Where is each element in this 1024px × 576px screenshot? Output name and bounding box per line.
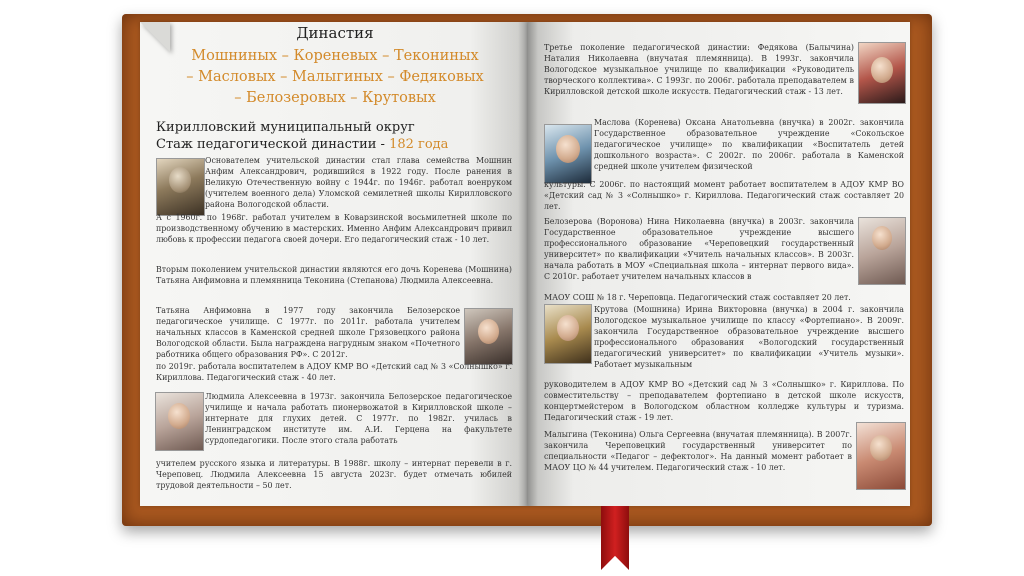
text-lyudmila: Людмила Алексеевна в 1973г. закончила Белозерское педагогическое училище и начала работать пионервожатой в Кирилловской школе – интернате для глухих детей. С 1977г. по 1982г. училась в Ленинградском институте им. А.И. Герцена на факультете сурдопедагогики. После этого стала работать <box>205 392 512 445</box>
text-irina-cont: руководителем в АДОУ КМР ВО «Детский сад № 3 «Солнышко» г. Кириллова. По совместительству – преподавателем фортепиано в детской школе искусств, концертмейстером в Вологодском областном колледже культуры и туризма. Педагогический стаж - 19 лет. <box>544 380 904 422</box>
text-founder: Основателем учительской династии стал глава семейства Мошнин Анфим Александрович, родившийся в 1922 году. После ранения в Великую Отечественную войну с 1944г. по 1946г. работал военруком (учителем военного дела) Уломской семилетней школы Кирилловского района Вологодской области. <box>205 156 512 209</box>
text-oksana: Маслова (Коренева) Оксана Анатольевна (внучка) в 2002г. закончила Государственное образовательное учреждение «Сокольское педагогическое училище» по квалификации «Воспитатель детей дошкольного возраста». С 2002г. по 2006г. работала в Каменской средней школе учителем физической <box>594 118 904 171</box>
families-line-2: – Масловых – Малыгиных – Федяковых <box>186 69 484 85</box>
experience-value: 182 года <box>389 137 449 152</box>
bookmark-ribbon <box>601 506 629 570</box>
families-line-3: – Белозеровых – Крутовых <box>234 90 436 106</box>
page-title: Династия <box>296 24 374 42</box>
photo-lyudmila <box>155 392 204 451</box>
families-line-1: Мошниных – Кореневых – Текониных <box>191 48 479 64</box>
book-spine <box>518 22 538 506</box>
dynasty-experience <box>156 137 448 152</box>
photo-irina <box>544 304 592 364</box>
text-second-generation: Вторым поколением учительской династии являются его дочь Коренева (Мошнина) Татьяна Анфимовна и племянница Теконина (Степанова) Людмила Алексеевна. <box>156 265 512 285</box>
photo-founder <box>156 158 205 216</box>
text-irina: Крутова (Мошнина) Ирина Викторовна (внучка) в 2004 г. закончила Вологодское музыкальное училище по классу «Фортепиано». В 2009г. закончила Государственное образовательное учреждение высшего профессионального образования «Вологодский государственный педагогический университет» по квалификации «Учитель музыки». Работает музыкальным <box>594 305 904 369</box>
experience-label: Стаж педагогической династии - <box>156 137 390 152</box>
text-nina-cont: МАОУ СОШ № 18 г. Череповца. Педагогический стаж составляет 20 лет. <box>544 293 851 302</box>
photo-nina <box>858 217 906 285</box>
text-olga: Малыгина (Теконина) Ольга Сергеевна (внучатая племянница). В 2007г. закончила Череповецкий государственный университет по специальности «Педагог – дефектолог». На данный момент работает в МАОУ ЦО № 44 учителем. Педагогический стаж - 10 лет. <box>544 430 852 472</box>
photo-oksana <box>544 124 592 184</box>
text-oksana-cont: культуры. С 2006г. по настоящий момент работает воспитателем в АДОУ КМР ВО «Детский сад № 3 «Солнышко» г. Кириллова. Педагогический стаж составляет 20 лет. <box>544 180 904 211</box>
text-founder-cont: А с 1960г. по 1968г. работал учителем в Коварзинской восьмилетней школе по производственному обучению в мастерских. Именно Анфим Александрович привил любовь к профессии педагога своей дочери. Его педагогический стаж - 10 лет. <box>156 213 512 244</box>
photo-natalia <box>858 42 906 104</box>
photo-olga <box>856 422 906 490</box>
text-tatyana-cont: по 2019г. работала воспитателем в АДОУ КМР ВО «Детский сад № 3 «Солнышко» г. Кириллова. Педагогический стаж - 40 лет. <box>156 362 512 382</box>
photo-tatyana <box>464 308 513 365</box>
text-tatyana: Татьяна Анфимовна в 1977 году закончила Белозерское педагогическое училище. С 1977г. по 2011г. работала учителем начальных классов в Каменской средней школе Грязовецкого района Вологодской области. Была награждена нагрудным знаком «Почетного работника общего образования РФ». С 2012г. <box>156 306 460 359</box>
text-nina: Белозерова (Воронова) Нина Николаевна (внучка) в 2003г. закончила Государственное образовательное учреждение высшего профессионального образование «Череповецкий государственный университет» по квалификации «Учитель начальных классов». В 2003г. начала работать в МОУ «Специальная школа – интернат первого вида». С 2010г. работает учителем начальных классов в <box>544 217 854 281</box>
text-natalia: Третье поколение педагогической династии: Федякова (Балычина) Наталия Николаевна (внучатая племянница). В 1993г. закончила Вологодское музыкальное училище по квалификации «Руководитель творческого коллектива». С 1993г. по 2006г. работала преподавателем в Кирилловской детской школе искусств. Педагогический стаж - 13 лет. <box>544 43 854 96</box>
district-name: Кирилловский муниципальный округ <box>156 120 415 135</box>
families-title <box>155 46 515 109</box>
text-lyudmila-cont: учителем русского языка и литературы. В 1988г. школу – интернат перевели в г. Череповец. Людмила Алексеевна 15 августа 2023г. будет отмечать юбилей трудовой деятельности – 50 лет. <box>156 459 512 490</box>
